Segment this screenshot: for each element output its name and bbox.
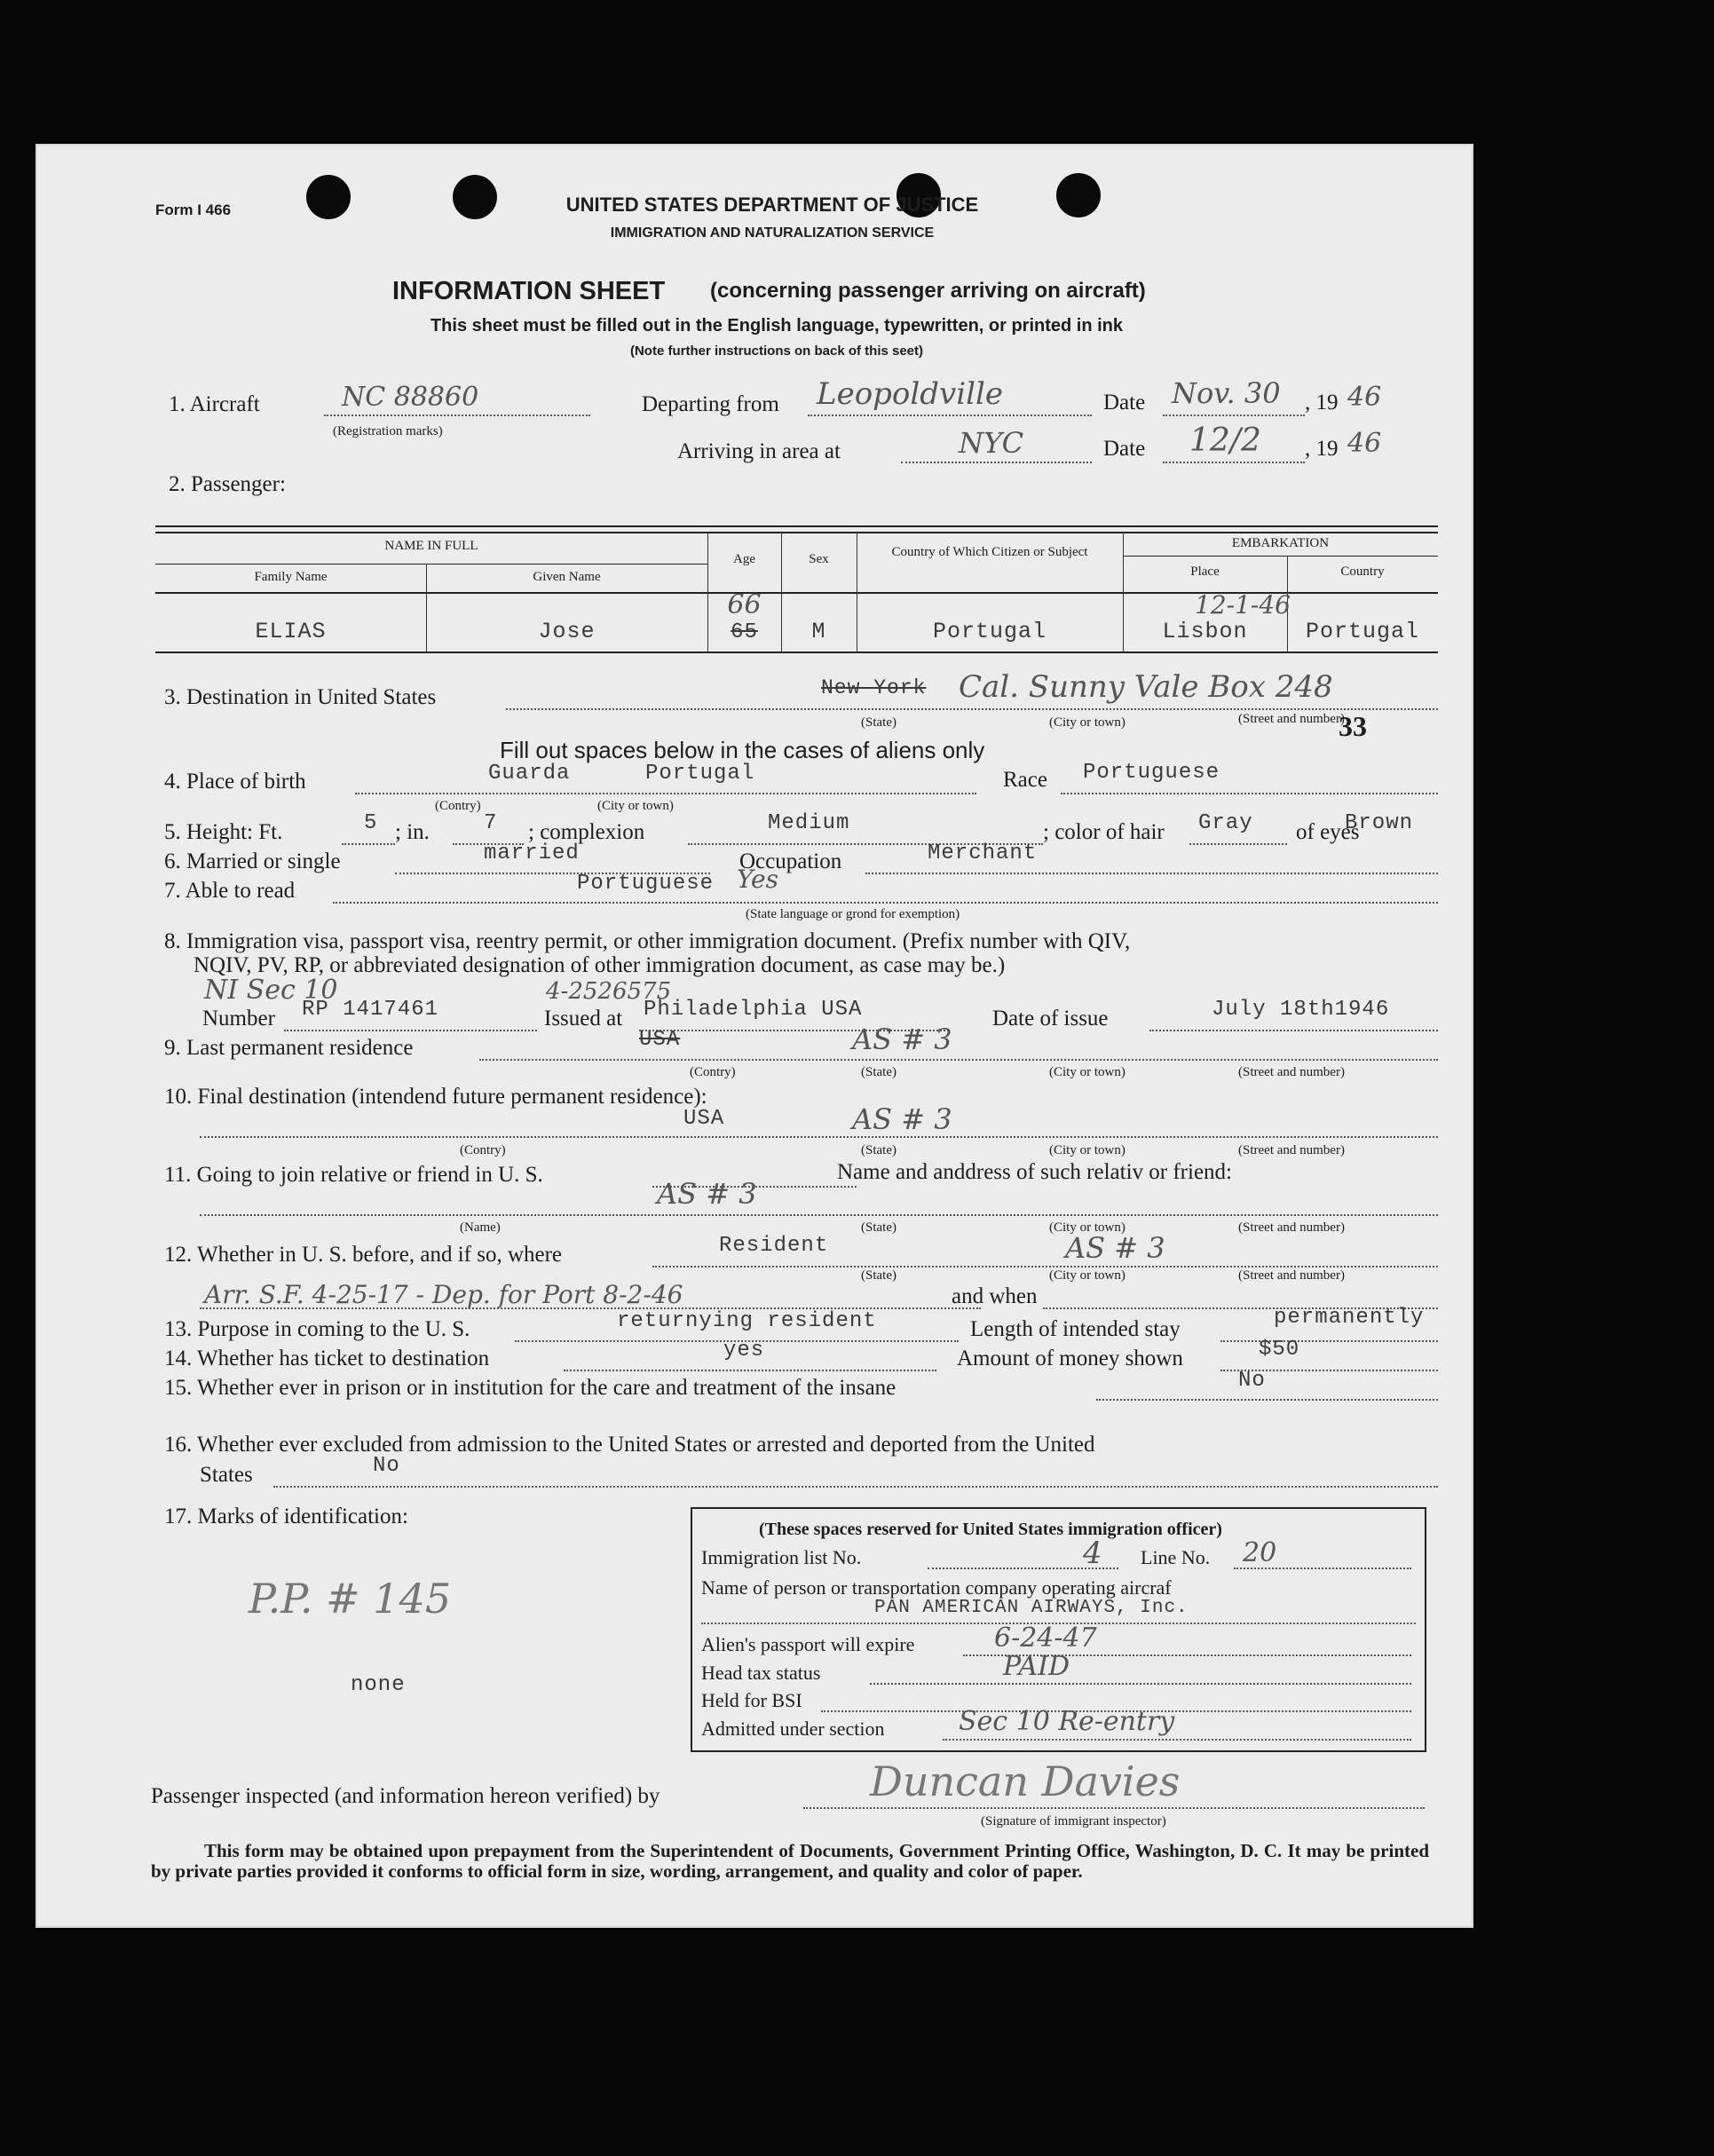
- passenger-label: 2. Passenger:: [169, 472, 286, 496]
- height-feet: 5: [364, 811, 378, 835]
- stay-value: permanently: [1274, 1306, 1425, 1330]
- issue-date-label: Date of issue: [992, 1007, 1109, 1031]
- visa-number: RP 1417461: [302, 998, 439, 1022]
- prison-value: No: [1238, 1369, 1266, 1393]
- join-sub-name: (Name): [460, 1220, 501, 1235]
- eyes-value: Brown: [1345, 811, 1414, 835]
- destination-label: 3. Destination in United States: [164, 685, 437, 709]
- sex-header: Sex: [809, 552, 829, 566]
- residence-country: USA: [639, 1028, 681, 1052]
- company-label: Name of person or transportation company operating aircraf: [701, 1576, 1172, 1599]
- admitted-label: Admitted under section: [701, 1718, 885, 1740]
- prison-label: 15. Whether ever in prison or in institution for the care and treatment of the insane: [164, 1376, 896, 1400]
- form-number: Form I 466: [155, 201, 232, 218]
- final-sub-city: (City or town): [1049, 1143, 1126, 1157]
- final-destination-country: USA: [683, 1107, 725, 1131]
- destination-number: 33: [1339, 710, 1367, 742]
- passport-expire-value: 6-24-47: [994, 1623, 1097, 1654]
- marks-hand: P.P. # 145: [249, 1575, 452, 1623]
- inspector-signature: Duncan Davies: [870, 1757, 1181, 1805]
- birth-country: Portugal: [645, 762, 755, 786]
- ticket-value: yes: [723, 1339, 765, 1362]
- admitted-value: Sec 10 Re-entry: [959, 1706, 1175, 1737]
- final-destination-hand: AS # 3: [852, 1102, 952, 1136]
- sex-value: M: [811, 619, 826, 644]
- embarkation-country: Portugal: [1305, 619, 1420, 644]
- passport-expire-label: Alien's passport will expire: [701, 1633, 915, 1655]
- join-name-label: Name and anddress of such relativ or friend:: [837, 1160, 1232, 1184]
- arriving-date: 12/2: [1189, 423, 1261, 459]
- occupation-label: Occupation: [739, 849, 842, 873]
- height-inches: 7: [484, 811, 498, 835]
- before-hand-line2: Arr. S.F. 4-25-17 - Dep. for Port 8-2-46: [204, 1280, 683, 1309]
- money-value: $50: [1259, 1338, 1300, 1362]
- issued-value: Philadelphia USA: [644, 998, 863, 1022]
- instruction-text: This sheet must be filled out in the English language, typewritten, or printed in ink: [430, 316, 1124, 336]
- race-value: Portuguese: [1083, 761, 1220, 785]
- line-no-value: 20: [1243, 1537, 1277, 1568]
- department-name: UNITED STATES DEPARTMENT OF JUSTICE: [565, 193, 979, 216]
- stay-label: Length of intended stay: [970, 1317, 1181, 1341]
- read-sub: (State language or grond for exemption): [746, 907, 960, 921]
- title-note: (concerning passenger arriving on aircraft): [710, 279, 1146, 303]
- join-hand: AS # 3: [657, 1177, 757, 1211]
- residence-sub-street: (Street and number): [1238, 1065, 1345, 1079]
- family-name-value: ELIAS: [255, 619, 327, 644]
- company-value: PAN AMERICAN AIRWAYS, Inc.: [874, 1598, 1189, 1618]
- departing-year: 46: [1347, 382, 1382, 413]
- before-hand: AS # 3: [1065, 1231, 1165, 1265]
- head-tax-value: PAID: [1003, 1651, 1070, 1682]
- country2-header: Country: [1340, 565, 1385, 579]
- embarkation-date: 12-1-46: [1195, 590, 1291, 620]
- year-prefix: , 19: [1305, 391, 1339, 415]
- birth-city: Guarda: [488, 762, 571, 786]
- departing-label: Departing from: [642, 392, 779, 416]
- before-value: Resident: [719, 1234, 829, 1258]
- page-title: INFORMATION SHEET: [392, 277, 666, 305]
- citizen-value: Portugal: [932, 619, 1047, 644]
- residence-sub-state: (State): [861, 1065, 896, 1079]
- aircraft-value: NC 88860: [342, 382, 479, 413]
- departing-value: Leopoldville: [817, 376, 1003, 412]
- join-sub-city: (City or town): [1049, 1220, 1126, 1235]
- head-tax-label: Head tax status: [701, 1662, 821, 1684]
- visa-number-label: Number: [202, 1007, 275, 1031]
- occupation-value: Merchant: [928, 841, 1038, 865]
- family-name-header: Family Name: [254, 570, 328, 584]
- excluded-label-2: States: [200, 1463, 253, 1487]
- bsi-label: Held for BSI: [701, 1689, 802, 1711]
- arriving-value: NYC: [959, 426, 1024, 460]
- arriving-label: Arriving in area at: [677, 439, 841, 463]
- before-sub-street: (Street and number): [1238, 1268, 1345, 1283]
- visa-hand-number: 4-2526575: [546, 978, 672, 1005]
- married-value: married: [484, 841, 580, 865]
- registration-sublabel: (Registration marks): [333, 424, 443, 438]
- hair-label: ; color of hair: [1043, 820, 1165, 844]
- given-name-header: Given Name: [533, 570, 601, 584]
- purpose-value: returnying resident: [617, 1309, 877, 1333]
- arriving-year: 46: [1347, 428, 1382, 459]
- money-label: Amount of money shown: [957, 1347, 1183, 1370]
- place-header: Place: [1190, 565, 1220, 579]
- date-label-2: Date: [1103, 437, 1146, 461]
- date-label: Date: [1103, 391, 1146, 415]
- aircraft-label: 1. Aircraft: [169, 392, 260, 416]
- service-name: IMMIGRATION AND NATURALIZATION SERVICE: [610, 225, 935, 241]
- ticket-label: 14. Whether has ticket to destination: [164, 1347, 490, 1370]
- before-label: 12. Whether in U. S. before, and if so, where: [164, 1243, 563, 1267]
- officer-box-title: (These spaces reserved for United States immigration officer): [759, 1520, 1222, 1539]
- read-value: Portuguese: [577, 872, 715, 896]
- embarkation-header: EMBARKATION: [1231, 536, 1330, 550]
- visa-text-2: NQIV, PV, RP, or abbreviated designation of other immigration document, as case may be.): [194, 953, 1006, 977]
- married-label: 6. Married or single: [164, 849, 341, 873]
- residence-hand: AS # 3: [852, 1023, 952, 1056]
- issue-date-value: July 18th1946: [1212, 998, 1390, 1022]
- aliens-only-note: Fill out spaces below in the cases of aliens only: [500, 737, 985, 763]
- age-header: Age: [733, 552, 755, 566]
- final-sub-country: (Contry): [460, 1143, 506, 1157]
- before-sub-city: (City or town): [1049, 1268, 1126, 1283]
- before-sub-state: (State): [861, 1268, 896, 1283]
- embarkation-place: Lisbon: [1162, 619, 1248, 644]
- visa-hand-note: NI Sec 10: [204, 975, 338, 1006]
- age-hand: 66: [727, 589, 762, 620]
- issued-label: Issued at: [544, 1007, 623, 1031]
- punch-hole: [306, 175, 351, 219]
- inches-label: ; in.: [395, 820, 430, 844]
- given-name-value: Jose: [538, 619, 596, 644]
- age-typed: 65: [731, 620, 758, 644]
- read-hand: Yes: [737, 865, 778, 894]
- sub-street: (Street and number): [1238, 712, 1345, 726]
- inspection-sub: (Signature of immigrant inspector): [981, 1814, 1166, 1828]
- country-header: Country of Which Citizen or Subject: [891, 545, 1088, 559]
- destination-hand: Cal. Sunny Vale Box 248: [959, 669, 1333, 705]
- form-sheet: [36, 144, 1473, 1928]
- residence-sub-city: (City or town): [1049, 1065, 1126, 1079]
- complexion-label: ; complexion: [528, 820, 645, 844]
- final-destination-label: 10. Final destination (intendend future permanent residence):: [164, 1085, 707, 1109]
- purpose-label: 13. Purpose in coming to the U. S.: [164, 1317, 470, 1341]
- eyes-label: of eyes: [1296, 820, 1360, 844]
- marks-label: 17. Marks of identification:: [164, 1504, 408, 1528]
- list-no-value: 4: [1083, 1536, 1102, 1571]
- visa-text-1: 8. Immigration visa, passport visa, reentry permit, or other immigration document. (Prefix number with QIV,: [164, 929, 1131, 953]
- marks-value: none: [351, 1673, 406, 1697]
- and-when-label: and when: [952, 1284, 1038, 1308]
- final-sub-street: (Street and number): [1238, 1143, 1345, 1157]
- height-label: 5. Height: Ft.: [164, 820, 283, 844]
- sub-state: (State): [861, 715, 896, 730]
- inspection-label: Passenger inspected (and information hereon verified) by: [151, 1784, 660, 1808]
- join-sub-state: (State): [861, 1220, 896, 1235]
- officer-box: [691, 1507, 1426, 1752]
- list-no-label: Immigration list No.: [701, 1546, 862, 1568]
- birth-sub-city: (City or town): [597, 799, 674, 813]
- join-label: 11. Going to join relative or friend in U. S.: [164, 1163, 543, 1187]
- hair-value: Gray: [1198, 811, 1253, 835]
- complexion-value: Medium: [768, 811, 850, 835]
- name-in-full-header: NAME IN FULL: [384, 539, 478, 553]
- excluded-label: 16. Whether ever excluded from admission to the United States or arrested and deported from the United: [164, 1433, 1095, 1457]
- line-no-label: Line No.: [1141, 1546, 1211, 1568]
- residence-sub-country: (Contry): [690, 1065, 736, 1079]
- excluded-value: No: [373, 1454, 400, 1478]
- note-text: (Note further instructions on back of this seet): [629, 344, 924, 359]
- read-label: 7. Able to read: [164, 879, 296, 903]
- residence-label: 9. Last permanent residence: [164, 1036, 414, 1060]
- punch-hole: [453, 175, 497, 219]
- destination-typed: New York: [821, 676, 927, 699]
- footer-text: This form may be obtained upon prepayment from the Superintendent of Documents, Government Printing Office, Washington, D. C. It may be printed by private parties provided it conforms to official form in size, wording, arrangement, and quality and color of paper.: [151, 1840, 1429, 1882]
- race-label: Race: [1003, 768, 1047, 792]
- departing-date: Nov. 30: [1172, 376, 1281, 410]
- birth-label: 4. Place of birth: [164, 770, 306, 794]
- final-sub-state: (State): [861, 1143, 896, 1157]
- punch-hole: [1056, 173, 1101, 217]
- year-prefix-2: , 19: [1305, 437, 1339, 461]
- sub-city: (City or town): [1049, 715, 1126, 730]
- birth-sub-country: (Contry): [435, 799, 481, 813]
- join-sub-street: (Street and number): [1238, 1220, 1345, 1235]
